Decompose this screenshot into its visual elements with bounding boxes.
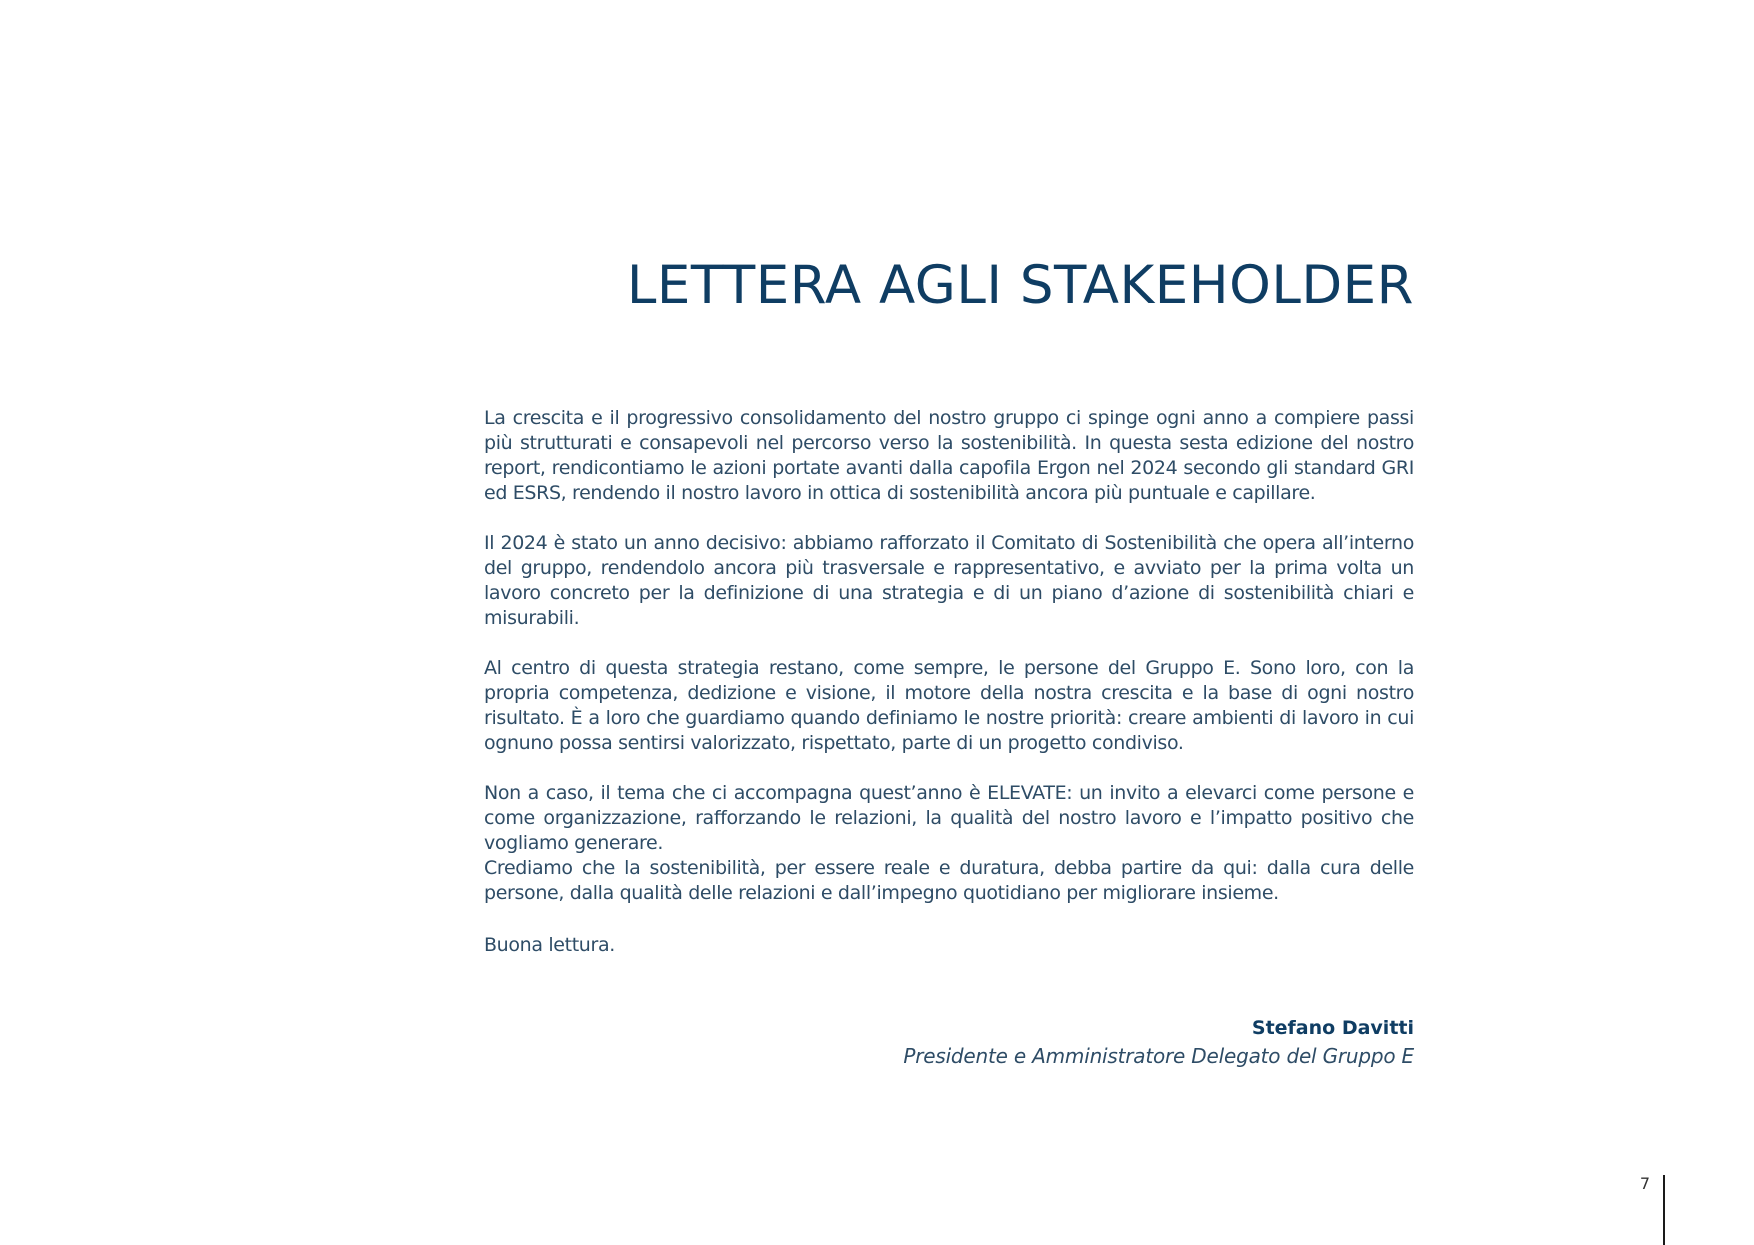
page-number-divider [1663,1175,1665,1245]
paragraph-people: Al centro di questa strategia restano, come sempre, le persone del Gruppo E. Sono loro, con la propria competenza, dedizione e visione, il motore della nostra crescita e la base di ogni nostro risultato. È a loro che guardiamo quando definiamo le nostre priorità: creare ambienti di lavoro in cui ognuno possa sentirsi valorizzato, rispettato, parte di un progetto condiviso. [484,657,1414,754]
page-number: 7 [1639,1174,1650,1193]
signature-role: Presidente e Amministratore Delegato del Gruppo E [903,1044,1414,1068]
paragraph-2024: Il 2024 è stato un anno decisivo: abbiamo rafforzato il Comitato di Sostenibilità che opera all’interno del gruppo, rendendolo ancora più trasversale e rappresentativo, e avviato per la prima volta un lavoro concreto per la definizione di una strategia e di un piano d’azione di sostenibilità chiari e misurabili. [484,532,1414,629]
page-title: LETTERA AGLI STAKEHOLDER [626,255,1414,316]
signature [484,1014,1414,1070]
paragraph-growth: La crescita e il progressivo consolidamento del nostro gruppo ci spinge ogni anno a compiere passi più strutturati e consapevoli nel percorso verso la sostenibilità. In questa sesta edizione del nostro report, rendicontiamo le azioni portate avanti dalla capofila Ergon nel 2024 secondo gli standard GRI ed ESRS, rendendo il nostro lavoro in ottica di sostenibilità ancora più puntuale e capillare. [484,407,1414,504]
signature-name: Stefano Davitti [1251,1017,1414,1039]
letter-body [484,406,1414,983]
closing-line: Buona lettura. [484,934,615,956]
paragraph-sustainability: Crediamo che la sostenibilità, per essere reale e duratura, debba partire da qui: dalla cura delle persone, dalla qualità delle relazioni e dall’impegno quotidiano per migliorare insieme. [484,857,1414,904]
paragraph-elevate: Non a caso, il tema che ci accompagna quest’anno è ELEVATE: un invito a elevarci come persone e come organizzazione, rafforzando le relazioni, la qualità del nostro lavoro e l’impatto positivo che vogliamo generare. [484,782,1414,854]
